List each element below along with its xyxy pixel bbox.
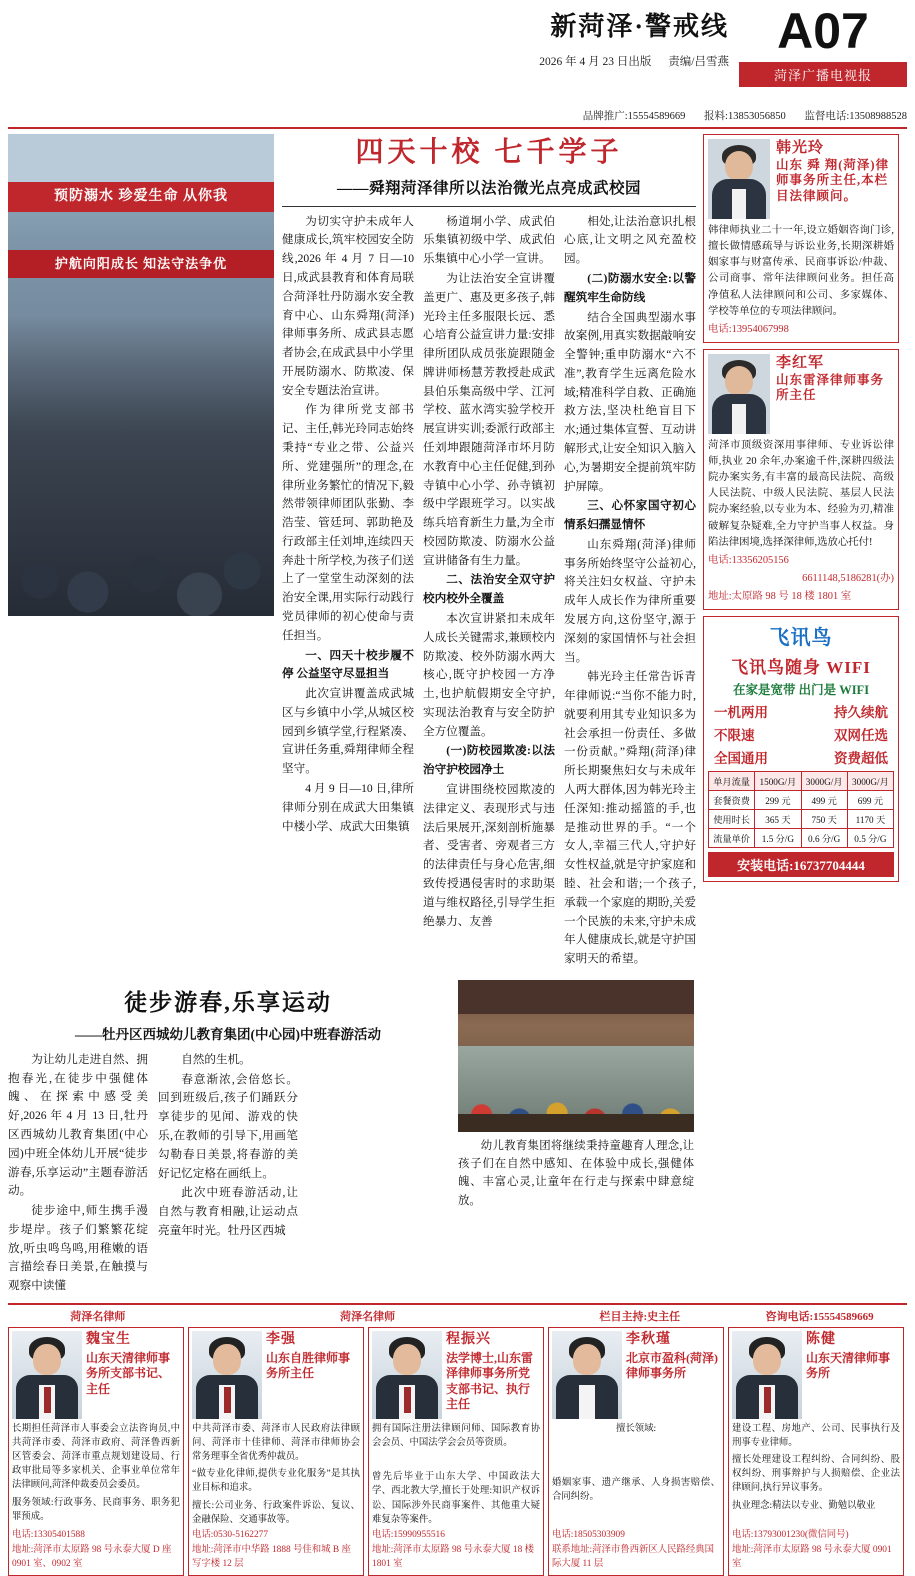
photo-face <box>753 1344 781 1375</box>
photo-banner2-text: 护航向阳成长 知法守法争优 <box>8 250 274 278</box>
photo-face <box>33 1344 61 1375</box>
lawyer-bio: 菏泽市顶级资深用事律师、专业诉讼律师,执业 20 余年,办案逾千件,深耕四级法院办案实务,有丰富的最高民法院、高级人民法院、中级人民法院、基层人民法院办案经验,以专业为本、经验为刃,精准破解复杂疑难,全力守护当事人权益。身陷法律困境,选择深律师,选放心托付! <box>708 439 894 548</box>
wifi-logo: 飞讯鸟 <box>769 627 833 650</box>
lawyer-role: 山东天清律师事务所支部书记、主任 <box>86 1350 171 1396</box>
lawyer-bio: 中共菏泽市委、菏泽市人民政府法律顾问、菏泽市十佳律师、菏泽市律师协会常务理事全省优秀仲裁员。 <box>192 1424 360 1463</box>
wifi-install-phone[interactable]: 安装电话:16737704444 <box>708 852 894 877</box>
lawyer-card-list <box>8 1327 907 1576</box>
table-cell: 499 元 <box>801 791 847 810</box>
lawyer-bio: 长期担任菏泽市人事委会立法咨询员,中共菏泽市委、菏泽市政府、菏泽鲁西新区管委会、菏泽市重点规划建设局、行政审批局等多家机关、企事业单位常年法律顾问,菏泽仲裁委员会委员。 <box>12 1424 180 1491</box>
lawyer-card[interactable] <box>548 1327 724 1576</box>
bottom-label-left: 菏泽名律师 <box>70 1311 126 1323</box>
ad-header <box>708 139 894 219</box>
bottom-lawyer-strip <box>8 1303 907 1576</box>
wifi-feature: 持久续航 <box>834 705 888 721</box>
paragraph: 宣讲围绕校园欺凌的法律定义、表现形式与违法后果展开,深刻剖析施暴者、受害者、旁观者三方的法律责任与身心危害,细致传授遇侵害时的求助渠道与维权路径,引导学生拒绝暴力、友善 <box>423 783 555 928</box>
wifi-feature-row <box>708 724 894 744</box>
bottom-label-mid: 菏泽名律师 <box>340 1311 396 1323</box>
lawyer-card[interactable] <box>728 1327 904 1576</box>
lawyer-address: 联系地址:菏泽市鲁西新区人民路经典国际大厦 11 层 <box>552 1545 714 1570</box>
ad-title-block <box>776 139 894 219</box>
photo-shirt <box>579 1385 595 1419</box>
second-story <box>8 976 696 1297</box>
card-title-block <box>86 1331 180 1419</box>
lead-column-3 <box>564 213 696 970</box>
lawyer-role: 法学博士,山东雷泽律师事务所党支部书记、执行主任 <box>446 1350 534 1412</box>
ad-header <box>708 354 894 434</box>
photo-crowd <box>8 316 274 616</box>
card-header <box>372 1331 540 1419</box>
lawyer-phone[interactable]: 电话:18505303909 <box>552 1529 625 1540</box>
table-row <box>709 829 894 848</box>
lawyer-bio-extra: “做专业化律师,提供专业化服务”是其执业目标和追求。 <box>192 1469 360 1494</box>
editor-name: 责编/吕雪燕 <box>668 56 729 68</box>
second-subheadline: ——牡丹区西城幼儿教育集团(中心园)中班春游活动 <box>75 1026 381 1042</box>
photo-roof <box>458 980 694 1014</box>
card-title-block <box>266 1331 360 1419</box>
bottom-host-label: 栏目主持:史主任 <box>599 1311 681 1323</box>
lawyer-card[interactable] <box>368 1327 544 1576</box>
photo-tie <box>404 1387 411 1413</box>
lawyer-bio-extra: 婚姻家事、遗产继承、人身损害赔偿、合同纠纷。 <box>552 1477 720 1502</box>
wifi-subtitle: 在家是宽带 出门是 WIFI <box>732 683 870 698</box>
lawyer-address: 地址:太原路 98 号 18 楼 1801 室 <box>708 591 852 602</box>
tv-logo: 菏泽广播电视报 <box>739 62 907 87</box>
photo-face <box>573 1344 601 1375</box>
lawyer-ad-han[interactable] <box>703 134 899 343</box>
lawyer-bio: 建设工程、房地产、公司、民事执行及刑事专业律师。 <box>732 1424 900 1449</box>
section-heading: (二)防溺水安全:以警醒筑牢生命防线 <box>564 271 696 304</box>
lawyer-bio: 拥有国际注册法律顾问师、国际教育协会会员、中国法学会会员等资质。 <box>372 1424 540 1449</box>
table-cell: 套餐资费 <box>709 791 755 810</box>
lead-columns <box>282 213 696 970</box>
masthead-rule <box>8 127 907 129</box>
photo-tie <box>224 1387 231 1413</box>
paragraph: 此次宣讲覆盖成武城区与乡镇中小学,从城区校园到乡镇学堂,行程紧凑、宣讲任务重,舜翔律师全程坚守。 <box>282 687 414 776</box>
portrait-shirt <box>732 404 746 434</box>
lawyer-name: 魏宝生 <box>86 1332 131 1347</box>
second-column-1 <box>8 1051 148 1297</box>
paragraph: 为切实守护未成年人健康成长,筑牢校园安全防线,2026 年 4 月 7 日—10 日,成武县教育和体育局联合菏泽牡丹防溺水安全教育中心、山东舜翔(菏泽)律师事务所、成武县志愿者协会,在成武县中小学里开展防溺水、防欺凌、保安全专题法治宣讲。 <box>282 214 414 397</box>
ad-title-block <box>776 354 894 434</box>
right-ad-column <box>703 134 899 1297</box>
table-header-cell: 单月流量 <box>709 772 755 791</box>
lawyer-phone[interactable]: 电话:0530-5162277 <box>192 1529 269 1540</box>
lead-photo <box>8 134 274 616</box>
lawyer-bio-extra: 擅长处理建设工程纠纷、合同纠纷、股权纠纷、刑事辩护与人损赔偿、企业法律顾问,执行异议事务。 <box>732 1455 900 1494</box>
wifi-feature: 一机两用 <box>714 705 768 721</box>
card-title-block <box>446 1331 540 1419</box>
paragraph: 4 月 9 日—10 日,律所律师分别在成武大田集镇中楼小学、成武大田集镇 <box>282 782 414 833</box>
card-header <box>552 1331 720 1419</box>
section-heading: 二、法治安全双守护 校内校外全覆盖 <box>423 573 555 606</box>
lawyer-phone[interactable]: 电话:15990955516 <box>372 1529 445 1540</box>
second-column-2 <box>158 1051 298 1297</box>
wifi-price-table <box>708 771 894 848</box>
lead-divider <box>282 206 696 207</box>
photo-face <box>213 1344 241 1375</box>
photo-face <box>393 1344 421 1375</box>
masthead-contact-line <box>8 108 907 123</box>
paragraph: 本次宣讲紧扣未成年人成长关键需求,兼顾校内防欺凌、校外防溺水两大核心,既守护校园一方净土,也护航假期安全守护,实现法治教育与安全防护全方位覆盖。 <box>423 612 555 738</box>
table-cell: 699 元 <box>847 791 893 810</box>
lawyer-photo <box>552 1331 622 1419</box>
tipline-phone: 报料:13853056850 <box>704 111 786 122</box>
wifi-feature-row <box>708 701 894 721</box>
lawyer-photo <box>732 1331 802 1419</box>
paragraph: 结合全国典型溺水事故案例,用真实数据敲响安全警钟;重申防溺水“六不准”,教育学生远离危险水域;精准科学自救、正确施救方法,坚决杜绝盲目下水;通过集体宣誓、互动讲解形式,让安全知识入脑入心,为暑期安全提前筑牢防护屏障。 <box>564 310 696 493</box>
paragraph: 作为律所党支部书记、主任,韩光玲同志始终秉持“专业之带、公益兴所、党建强所”的理念,在律所业务繁忙的情况下,毅然带领律师团队张勤、李浩莹、管廷珂、郭助艳及行政部主任刘坤,连续四天奔赴十所学校,为孩子们送上了一堂堂生动深刻的法治安全课,用实际行动践行党员律师的初心使命与责任担当。 <box>282 403 414 642</box>
second-headline: 徒步游春,乐享运动 <box>124 989 332 1015</box>
second-story-text <box>8 976 448 1297</box>
photo-sky <box>8 134 274 184</box>
second-story-flex <box>8 976 696 1297</box>
lawyer-name: 李强 <box>266 1332 296 1347</box>
supervision-phone: 监督电话:13508988528 <box>804 111 907 122</box>
portrait-photo <box>708 139 770 219</box>
masthead-center <box>525 6 739 69</box>
photo-tie <box>44 1387 51 1413</box>
masthead-dateline <box>525 53 729 69</box>
lawyer-address: 地址:菏泽市中华路 1888 号佳和城 B 座写字楼 12 层 <box>192 1545 351 1570</box>
table-cell: 0.5 分/G <box>847 829 893 848</box>
publish-date: 2026 年 4 月 23 日出版 <box>539 56 652 68</box>
lead-story-text <box>282 134 696 970</box>
table-row <box>709 791 894 810</box>
lawyer-photo <box>372 1331 442 1419</box>
table-row <box>709 810 894 829</box>
brand-promo-phone: 品牌推广:15554589669 <box>582 111 686 122</box>
photo-banner-text: 预防溺水 珍爱生命 从你我 <box>8 182 274 212</box>
second-columns <box>8 1051 448 1297</box>
second-photo-block <box>458 976 694 1297</box>
card-header <box>732 1331 900 1419</box>
lead-subheadline: ——舜翔菏泽律所以法治微光点亮成武校园 <box>336 179 641 197</box>
lawyer-bio-extra2: 执业理念:精法以专业、勤勉以敬业 <box>732 1500 876 1511</box>
wifi-ad[interactable] <box>703 616 899 882</box>
lawyer-role: 山东自胜律师事务所主任 <box>266 1350 351 1381</box>
lawyer-title: 山东 舜 翔(菏泽)律师事务所主任,本栏目法律顾问。 <box>776 157 890 203</box>
portrait-shirt <box>732 189 746 219</box>
lawyer-phone-office[interactable]: 6611148,5186281(办) <box>802 572 894 584</box>
lawyer-bio-extra: 服务领域:行政事务、民商事务、职务犯罪预成。 <box>12 1497 180 1522</box>
lawyer-phone[interactable]: 电话:13305401588 <box>12 1529 85 1540</box>
wifi-feature-row <box>708 747 894 767</box>
paragraph: 杨道垌小学、成武伯乐集镇初级中学、成武伯乐集镇中心小学一宣讲。 <box>423 214 555 266</box>
paragraph: 相处,让法治意识扎根心底,让文明之风充盈校园。 <box>564 214 696 266</box>
section-heading: (一)防校园欺凌:以法治守护校园净土 <box>423 744 555 777</box>
paragraph: 为让法治安全宣讲覆盖更广、惠及更多孩子,韩光玲主任多服限长远、悉心培育公益宣讲力量:安排律所团队成员张旋跟随金牌讲师杨慧芳教授赴成武县伯乐集高级中学、江河学校、蓝水湾实验学校开展宣讲实训;委派行政部主任刘坤跟随菏泽市坏月防水教育中心主任促健,到孙寺镇中心小学、孙寺镇初级中学跟班学习。以实战练兵培育新生力量,为全市校园防欺凌、防溺水公益宣讲储备有生力量。 <box>423 271 555 567</box>
paragraph: 韩光玲主任常告诉青年律师说:“当你不能力时,就要利用其专业知识多为社会承担一份责任、多做一份贡献。”舜翔(菏泽)律所长期聚焦妇女与未成年人两大群体,因为韩光玲主任深知:推动摇篮的手,也是推动世界的手。“一个女人,幸福三代人,守护好女性权益,就是守护家庭和睦、社会和谐;一个孩子,承载一个家庭的期盼,关爱一个民族的未来,守护未成年人健康成长,就是守护国家明天的希望。 <box>564 670 696 966</box>
lawyer-bio: 擅长领域: <box>615 1424 657 1434</box>
lawyer-phone[interactable]: 电话:13356205156 <box>708 554 789 566</box>
card-header <box>192 1331 360 1419</box>
lead-column-2 <box>423 213 555 970</box>
lawyer-address: 地址:菏泽市太原路 98 号永泰大厦 0901 室 <box>732 1545 892 1570</box>
photo-stage <box>458 1114 694 1132</box>
table-cell: 750 天 <box>801 810 847 829</box>
second-photo <box>458 980 694 1132</box>
lawyer-name: 韩光玲 <box>776 140 825 156</box>
lawyer-ad-li[interactable] <box>703 349 899 610</box>
lawyer-title: 山东雷泽律师事务所主任 <box>776 372 885 403</box>
lawyer-phone[interactable]: 电话:13793001230(微信同号) <box>732 1529 849 1540</box>
card-title-block <box>626 1331 720 1419</box>
lawyer-address: 地址:菏泽市太原路 98 号永泰大厦 D 座 0901 室、0902 室 <box>12 1545 172 1570</box>
lawyer-phone[interactable]: 电话:13954067998 <box>708 323 789 335</box>
main-content <box>8 134 696 1297</box>
lawyer-card[interactable] <box>8 1327 184 1576</box>
paragraph: 徒步途中,师生携手漫步堤岸。孩子们繁繁花绽放,听虫鸣鸟鸣,用稚嫩的语言描绘春日美景,在触摸与观察中读懂 <box>8 1204 148 1293</box>
masthead-right <box>739 3 907 87</box>
lawyer-photo <box>192 1331 262 1419</box>
lawyer-bio-extra: 曾先后毕业于山东大学、中国政法大学、西北教大学,擅长于处理:知识产权诉讼、国际涉外民商事案件、其他重大疑难复杂等案件。 <box>372 1472 540 1525</box>
wifi-feature: 不限速 <box>714 728 755 744</box>
table-cell: 流量单价 <box>709 829 755 848</box>
lawyer-card[interactable] <box>188 1327 364 1576</box>
lead-story <box>8 134 696 970</box>
wifi-feature: 全国通用 <box>714 751 768 767</box>
bottom-strip-header <box>8 1308 907 1324</box>
wifi-feature: 资费超低 <box>834 751 888 767</box>
table-cell: 299 元 <box>755 791 801 810</box>
lawyer-photo <box>12 1331 82 1419</box>
paragraph: 自然的生机。 <box>181 1052 251 1066</box>
lawyer-name: 李红军 <box>776 354 825 371</box>
second-caption: 幼儿教育集团将继续秉持童趣育人理念,让孩子们在自然中感知、在体验中成长,强健体魄、丰富心灵,让童年在行走与探索中肆意绽放。 <box>458 1139 694 1207</box>
portrait-photo <box>708 354 770 434</box>
lawyer-bio-extra2: 擅长:公司业务、行政案件诉讼、复议、金融保险、交通事故等。 <box>192 1500 360 1525</box>
photo-tie <box>764 1387 771 1413</box>
section-heading: 一、四天十校步履不停 公益坚守尽显担当 <box>282 648 414 681</box>
table-cell: 1170 天 <box>847 810 893 829</box>
portrait-face <box>725 151 753 181</box>
section-heading: 三、心怀家国守初心 情系妇孺显情怀 <box>564 499 696 532</box>
table-row <box>709 772 894 791</box>
table-cell: 365 天 <box>755 810 801 829</box>
table-header-cell: 3000G/月 <box>847 772 893 791</box>
paragraph: 此次中班春游活动,让自然与教育相融,让运动点亮童年时光。牡丹区西城 <box>158 1186 298 1237</box>
paragraph: 为让幼儿走进自然、拥抱春光,在徒步中强健体魄、在探索中感受美好,2026 年 4 月 13 日,牡丹区西城幼儿教育集团(中心园)中班全体幼儿开展“徒步游春,乐享运动”主题春游活动。 <box>8 1052 148 1198</box>
table-cell: 0.6 分/G <box>801 829 847 848</box>
table-header-cell: 3000G/月 <box>801 772 847 791</box>
page-title: 新菏泽·警戒线 <box>550 12 729 41</box>
lawyer-bio: 韩律师执业二十一年,设立婚姻咨询门诊,擅长做情感疏导与诉讼业务,长期深耕婚姻家事与财富传承、民商事诉讼/仲裁、公司商事、常年法律顾问业务。担任高净值私人法律顾问和公司、多家媒体、学校等单位的专项法律顾问。 <box>708 225 894 317</box>
paragraph: 春意渐浓,会倍悠长。回到班级后,孩子们踊跃分享徒步的见闻、游戏的快乐,在教师的引导下,用画笔勾勒春日美景,将春游的美好记忆定格在画纸上。 <box>158 1072 298 1180</box>
card-title-block <box>806 1331 900 1419</box>
lead-column-1 <box>282 213 414 970</box>
lawyer-role: 山东天清律师事务所 <box>806 1350 891 1381</box>
lead-headline: 四天十校 七千学子 <box>355 137 623 168</box>
paragraph: 山东舜翔(菏泽)律师事务所始终坚守公益初心,将关注妇女权益、守护未成年人成长作为律所重要发展方向,这份坚守,源于深刻的家国情怀与社会担当。 <box>564 537 696 664</box>
lawyer-role: 北京市盈科(菏泽)律师事务所 <box>626 1350 718 1381</box>
page-number: A07 <box>777 3 869 59</box>
table-header-cell: 1500G/月 <box>755 772 801 791</box>
lawyer-address: 地址:菏泽市太原路 98 号永泰大厦 18 楼 1801 室 <box>372 1545 534 1570</box>
bottom-consult-label: 咨询电话:15554589669 <box>765 1311 874 1323</box>
page-body <box>8 134 907 1297</box>
lawyer-name: 程振兴 <box>446 1332 491 1347</box>
lawyer-name: 陈健 <box>806 1332 836 1347</box>
table-cell: 使用时长 <box>709 810 755 829</box>
wifi-title: 飞讯鸟随身 WIFI <box>731 658 871 678</box>
lawyer-name: 李秋瑾 <box>626 1332 671 1347</box>
portrait-face <box>725 366 753 396</box>
wifi-feature: 双网任选 <box>834 728 888 744</box>
table-cell: 1.5 分/G <box>755 829 801 848</box>
card-header <box>12 1331 180 1419</box>
masthead <box>8 3 907 102</box>
